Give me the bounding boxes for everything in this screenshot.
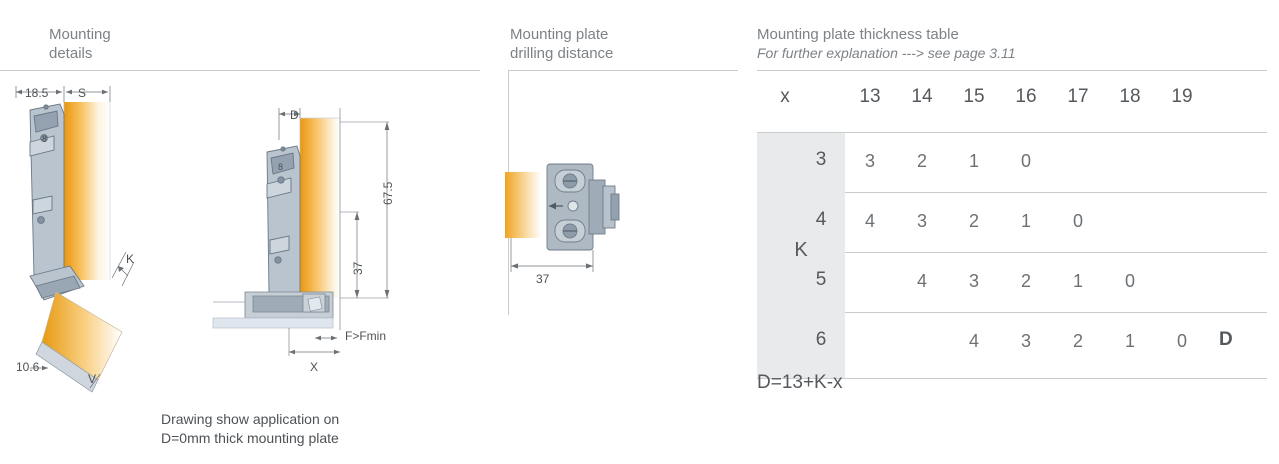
table-cell-r6-c15: 4 — [968, 331, 979, 351]
table-k-label: K — [794, 239, 808, 261]
heading-mounting-details-line2: details — [49, 45, 93, 62]
label-D: D — [290, 108, 299, 122]
table-d-marker: D — [1219, 329, 1233, 350]
label-18-5: 18.5 — [25, 86, 49, 100]
label-10-6: 10.6 — [16, 360, 40, 374]
table-cell-r6-c18: 1 — [1124, 331, 1135, 351]
table-cell-r3-c15: 1 — [968, 151, 979, 171]
table-header-row — [757, 74, 1267, 118]
divider-middle — [508, 70, 738, 71]
heading-drilling-distance — [510, 25, 613, 63]
table-cell-r3-c16: 0 — [1020, 151, 1031, 171]
label-X: X — [310, 360, 319, 374]
heading-thickness-table — [757, 25, 1016, 63]
divider-right — [757, 70, 1267, 71]
heading-table-subtitle: For further explanation ---> see page 3.11 — [757, 45, 1016, 61]
table-cell-r4-c14: 3 — [916, 211, 927, 231]
table-row-label-3: 3 — [815, 149, 827, 170]
heading-mounting-details — [49, 25, 111, 63]
table-cell-r5-c16: 2 — [1020, 271, 1031, 291]
figure-caption-line1: Drawing show application on — [161, 411, 340, 427]
table-cell-r4-c16: 1 — [1020, 211, 1031, 231]
table-col-14: 14 — [911, 86, 933, 107]
table-cell-r5-c14: 4 — [916, 271, 927, 291]
table-corner-x: x — [780, 86, 790, 107]
table-col-17: 17 — [1067, 86, 1089, 107]
table-cell-r6-c17: 2 — [1072, 331, 1083, 351]
table-cell-r6-c19: 0 — [1176, 331, 1187, 351]
figure-mounting-plate — [505, 140, 665, 330]
label-37: 37 — [351, 261, 365, 275]
figure-hinge-open — [0, 80, 200, 400]
thickness-table — [757, 74, 1267, 351]
heading-drilling-line2: drilling distance — [510, 45, 614, 62]
heading-mounting-details-line1: Mounting — [49, 26, 111, 43]
table-formula: D=13+K-x — [757, 372, 843, 393]
label-V: V — [88, 372, 97, 386]
heading-table-title: Mounting plate thickness table — [757, 26, 959, 43]
label-mid-8: 8 — [278, 162, 284, 172]
label-left-8: 8 — [42, 134, 48, 144]
label-K-arrow: K — [126, 252, 135, 266]
table-cell-r5-c18: 0 — [1124, 271, 1135, 291]
table-col-16: 16 — [1015, 86, 1037, 107]
figure-hinge-closed — [205, 80, 475, 380]
label-plate-37: 37 — [536, 272, 550, 286]
table-cell-r5-c17: 1 — [1072, 271, 1083, 291]
table-cell-r3-c14: 2 — [916, 151, 927, 171]
figure-caption — [161, 410, 339, 448]
table-rule-3 — [845, 312, 1267, 313]
table-rule-2 — [845, 252, 1267, 253]
table-cell-r5-c15: 3 — [968, 271, 979, 291]
table-cell-r4-c17: 0 — [1072, 211, 1083, 231]
table-col-19: 19 — [1171, 86, 1193, 107]
table-rule-top — [757, 132, 1267, 133]
table-col-15: 15 — [963, 86, 985, 107]
label-f-min: F>Fmin — [345, 329, 387, 343]
table-col-18: 18 — [1119, 86, 1141, 107]
table-row-label-4: 4 — [815, 209, 827, 230]
table-cell-r6-c16: 3 — [1020, 331, 1031, 351]
table-rule-1 — [845, 192, 1267, 193]
table-row-label-6: 6 — [815, 329, 827, 350]
table-col-13: 13 — [859, 86, 881, 107]
table-cell-r3-c13: 3 — [864, 151, 875, 171]
heading-drilling-line1: Mounting plate — [510, 26, 609, 43]
label-S: S — [78, 86, 87, 100]
table-cell-r4-c13: 4 — [864, 211, 875, 231]
figure-caption-line2: D=0mm thick mounting plate — [161, 430, 339, 446]
table-row-label-5: 5 — [815, 269, 827, 290]
label-67-5: 67.5 — [381, 181, 395, 205]
divider-left — [0, 70, 480, 71]
table-cell-r4-c15: 2 — [968, 211, 979, 231]
